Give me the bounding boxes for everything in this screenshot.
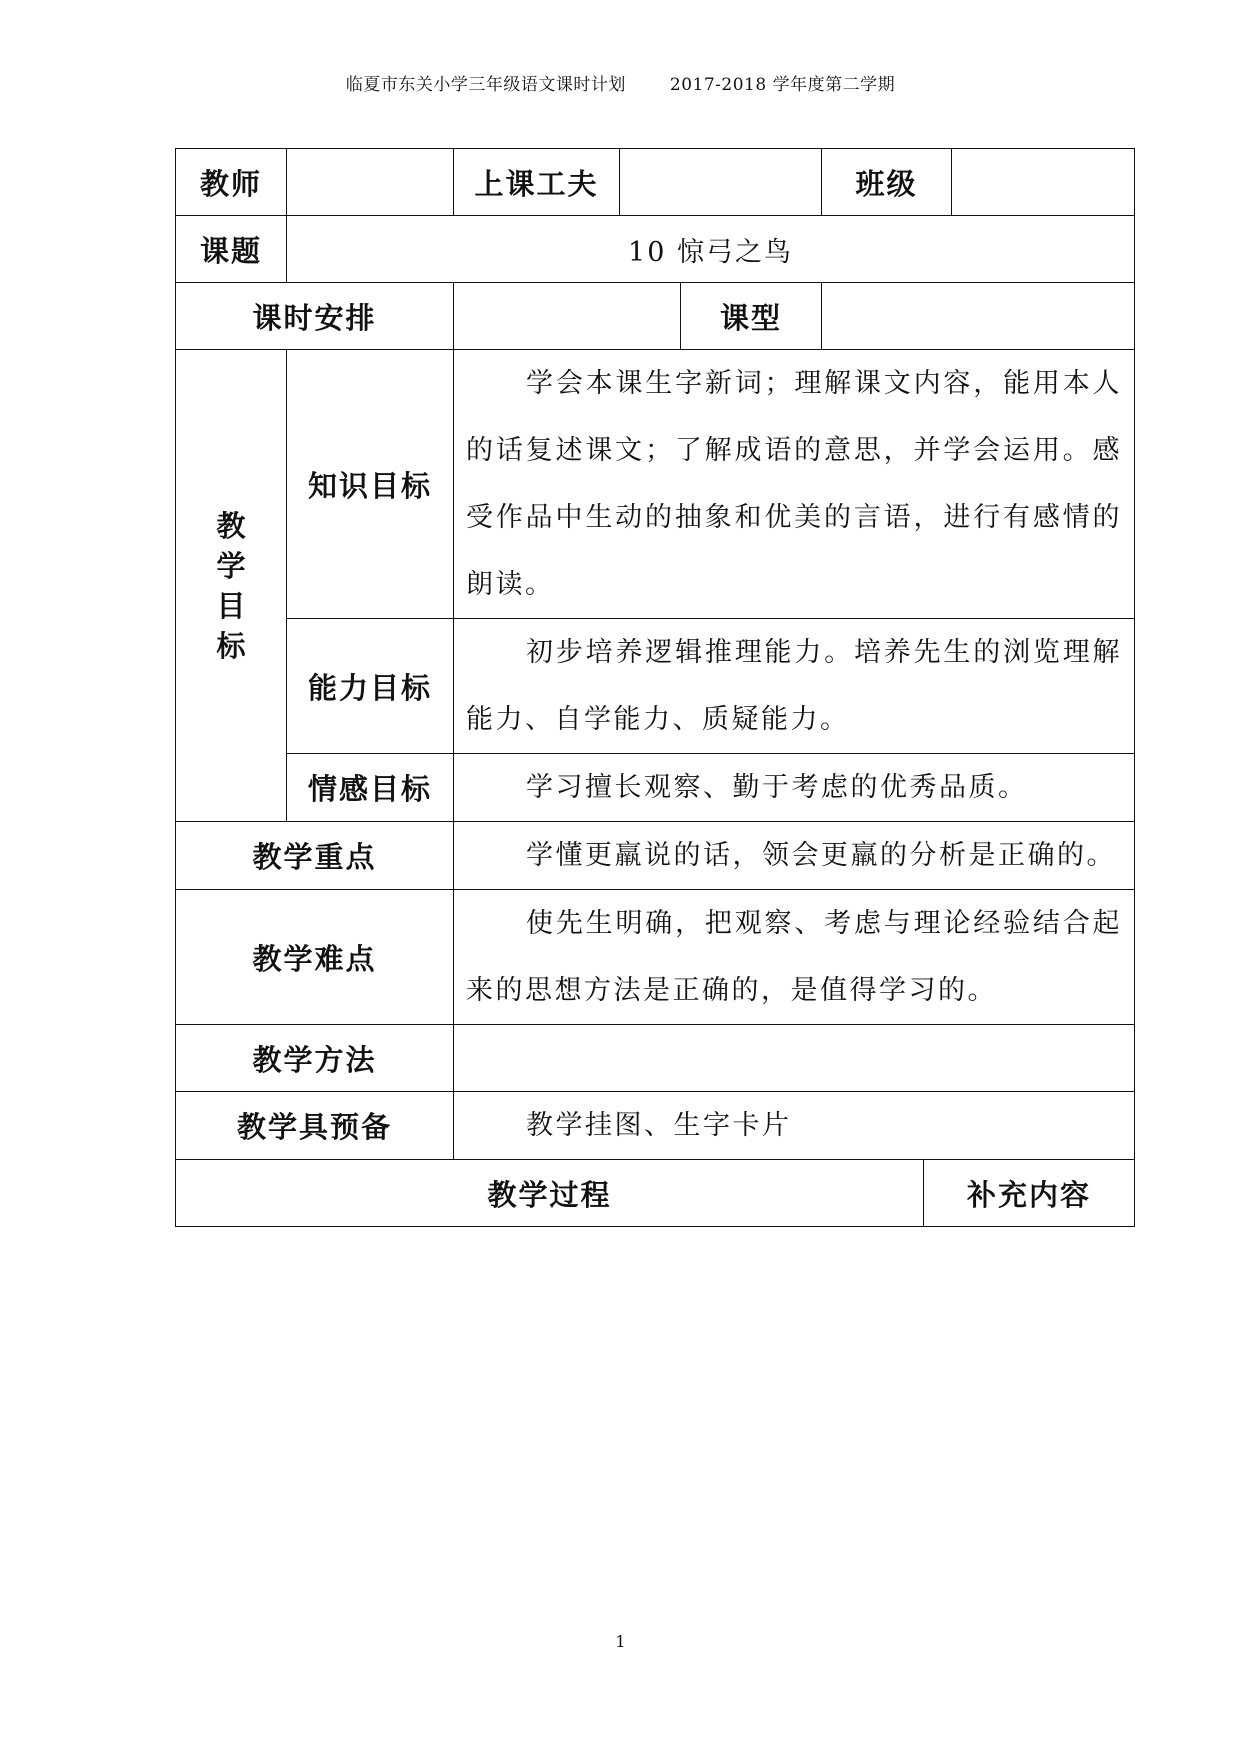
topic-value: 10 惊弓之鸟 — [287, 216, 1135, 283]
process-label: 教学过程 — [176, 1160, 924, 1227]
lesson-type-label: 课型 — [681, 283, 822, 350]
schedule-value — [454, 283, 681, 350]
teacher-label: 教师 — [176, 149, 287, 216]
key-point-cell — [454, 822, 1135, 890]
key-point-text: 学懂更羸说的话，领会更羸的分析是正确的。 — [526, 840, 1116, 871]
materials-cell — [454, 1092, 1135, 1160]
class-time-label: 上课工夫 — [454, 149, 620, 216]
emotion-goal-cell — [454, 754, 1135, 822]
knowledge-goal-label: 知识目标 — [287, 350, 454, 619]
emotion-goal-text: 学习擅长观察、勤于考虑的优秀品质。 — [526, 772, 1028, 803]
table-row-knowledge-goal — [176, 350, 1135, 619]
term-label: 2017-2018 学年度第二学期 — [669, 75, 896, 95]
knowledge-goal-cell — [454, 350, 1135, 619]
difficulty-text: 使先生明确，把观察、考虑与理论经验结合起来的思想方法是正确的，是值得学习的。 — [466, 908, 1123, 1006]
goals-label-char: 教 — [216, 508, 246, 543]
table-row-difficulty — [176, 890, 1135, 1025]
method-value — [454, 1025, 1135, 1092]
difficulty-label: 教学难点 — [176, 890, 454, 1025]
table-row-ability-goal — [176, 619, 1135, 754]
materials-text: 教学挂图、生字卡片 — [526, 1110, 792, 1141]
supplement-label: 补充内容 — [924, 1160, 1135, 1227]
difficulty-cell — [454, 890, 1135, 1025]
table-row-method — [176, 1025, 1135, 1092]
schedule-label: 课时安排 — [176, 283, 454, 350]
table-row-teacher — [176, 149, 1135, 216]
goals-label-char: 学 — [216, 548, 246, 583]
plan-title: 临夏市东关小学三年级语文课时计划 — [345, 75, 626, 95]
table-row-emotion-goal — [176, 754, 1135, 822]
teaching-goals-label — [176, 350, 287, 822]
topic-label: 课题 — [176, 216, 287, 283]
knowledge-goal-text: 学会本课生字新词；理解课文内容，能用本人的话复述课文；了解成语的意思，并学会运用。感受作品中生动的抽象和优美的言语，进行有感情的朗读。 — [466, 368, 1123, 600]
table-row-topic — [176, 216, 1135, 283]
table-row-process — [176, 1160, 1135, 1227]
lesson-type-value — [822, 283, 1135, 350]
table-row-schedule — [176, 283, 1135, 350]
goals-label-char: 目 — [216, 588, 246, 623]
page-number: 1 — [615, 1632, 626, 1651]
table-row-key-point — [176, 822, 1135, 890]
materials-label: 教学具预备 — [176, 1092, 454, 1160]
page-header — [0, 70, 1241, 95]
class-label: 班级 — [822, 149, 952, 216]
method-label: 教学方法 — [176, 1025, 454, 1092]
goals-label-char: 标 — [216, 628, 246, 663]
ability-goal-text: 初步培养逻辑推理能力。培养先生的浏览理解能力、自学能力、质疑能力。 — [466, 637, 1123, 735]
key-point-label: 教学重点 — [176, 822, 454, 890]
class-value — [952, 149, 1135, 216]
table-row-materials — [176, 1092, 1135, 1160]
lesson-plan-table — [175, 148, 1135, 1227]
class-time-value — [620, 149, 822, 216]
emotion-goal-label: 情感目标 — [287, 754, 454, 822]
ability-goal-label: 能力目标 — [287, 619, 454, 754]
ability-goal-cell — [454, 619, 1135, 754]
teacher-value — [287, 149, 454, 216]
